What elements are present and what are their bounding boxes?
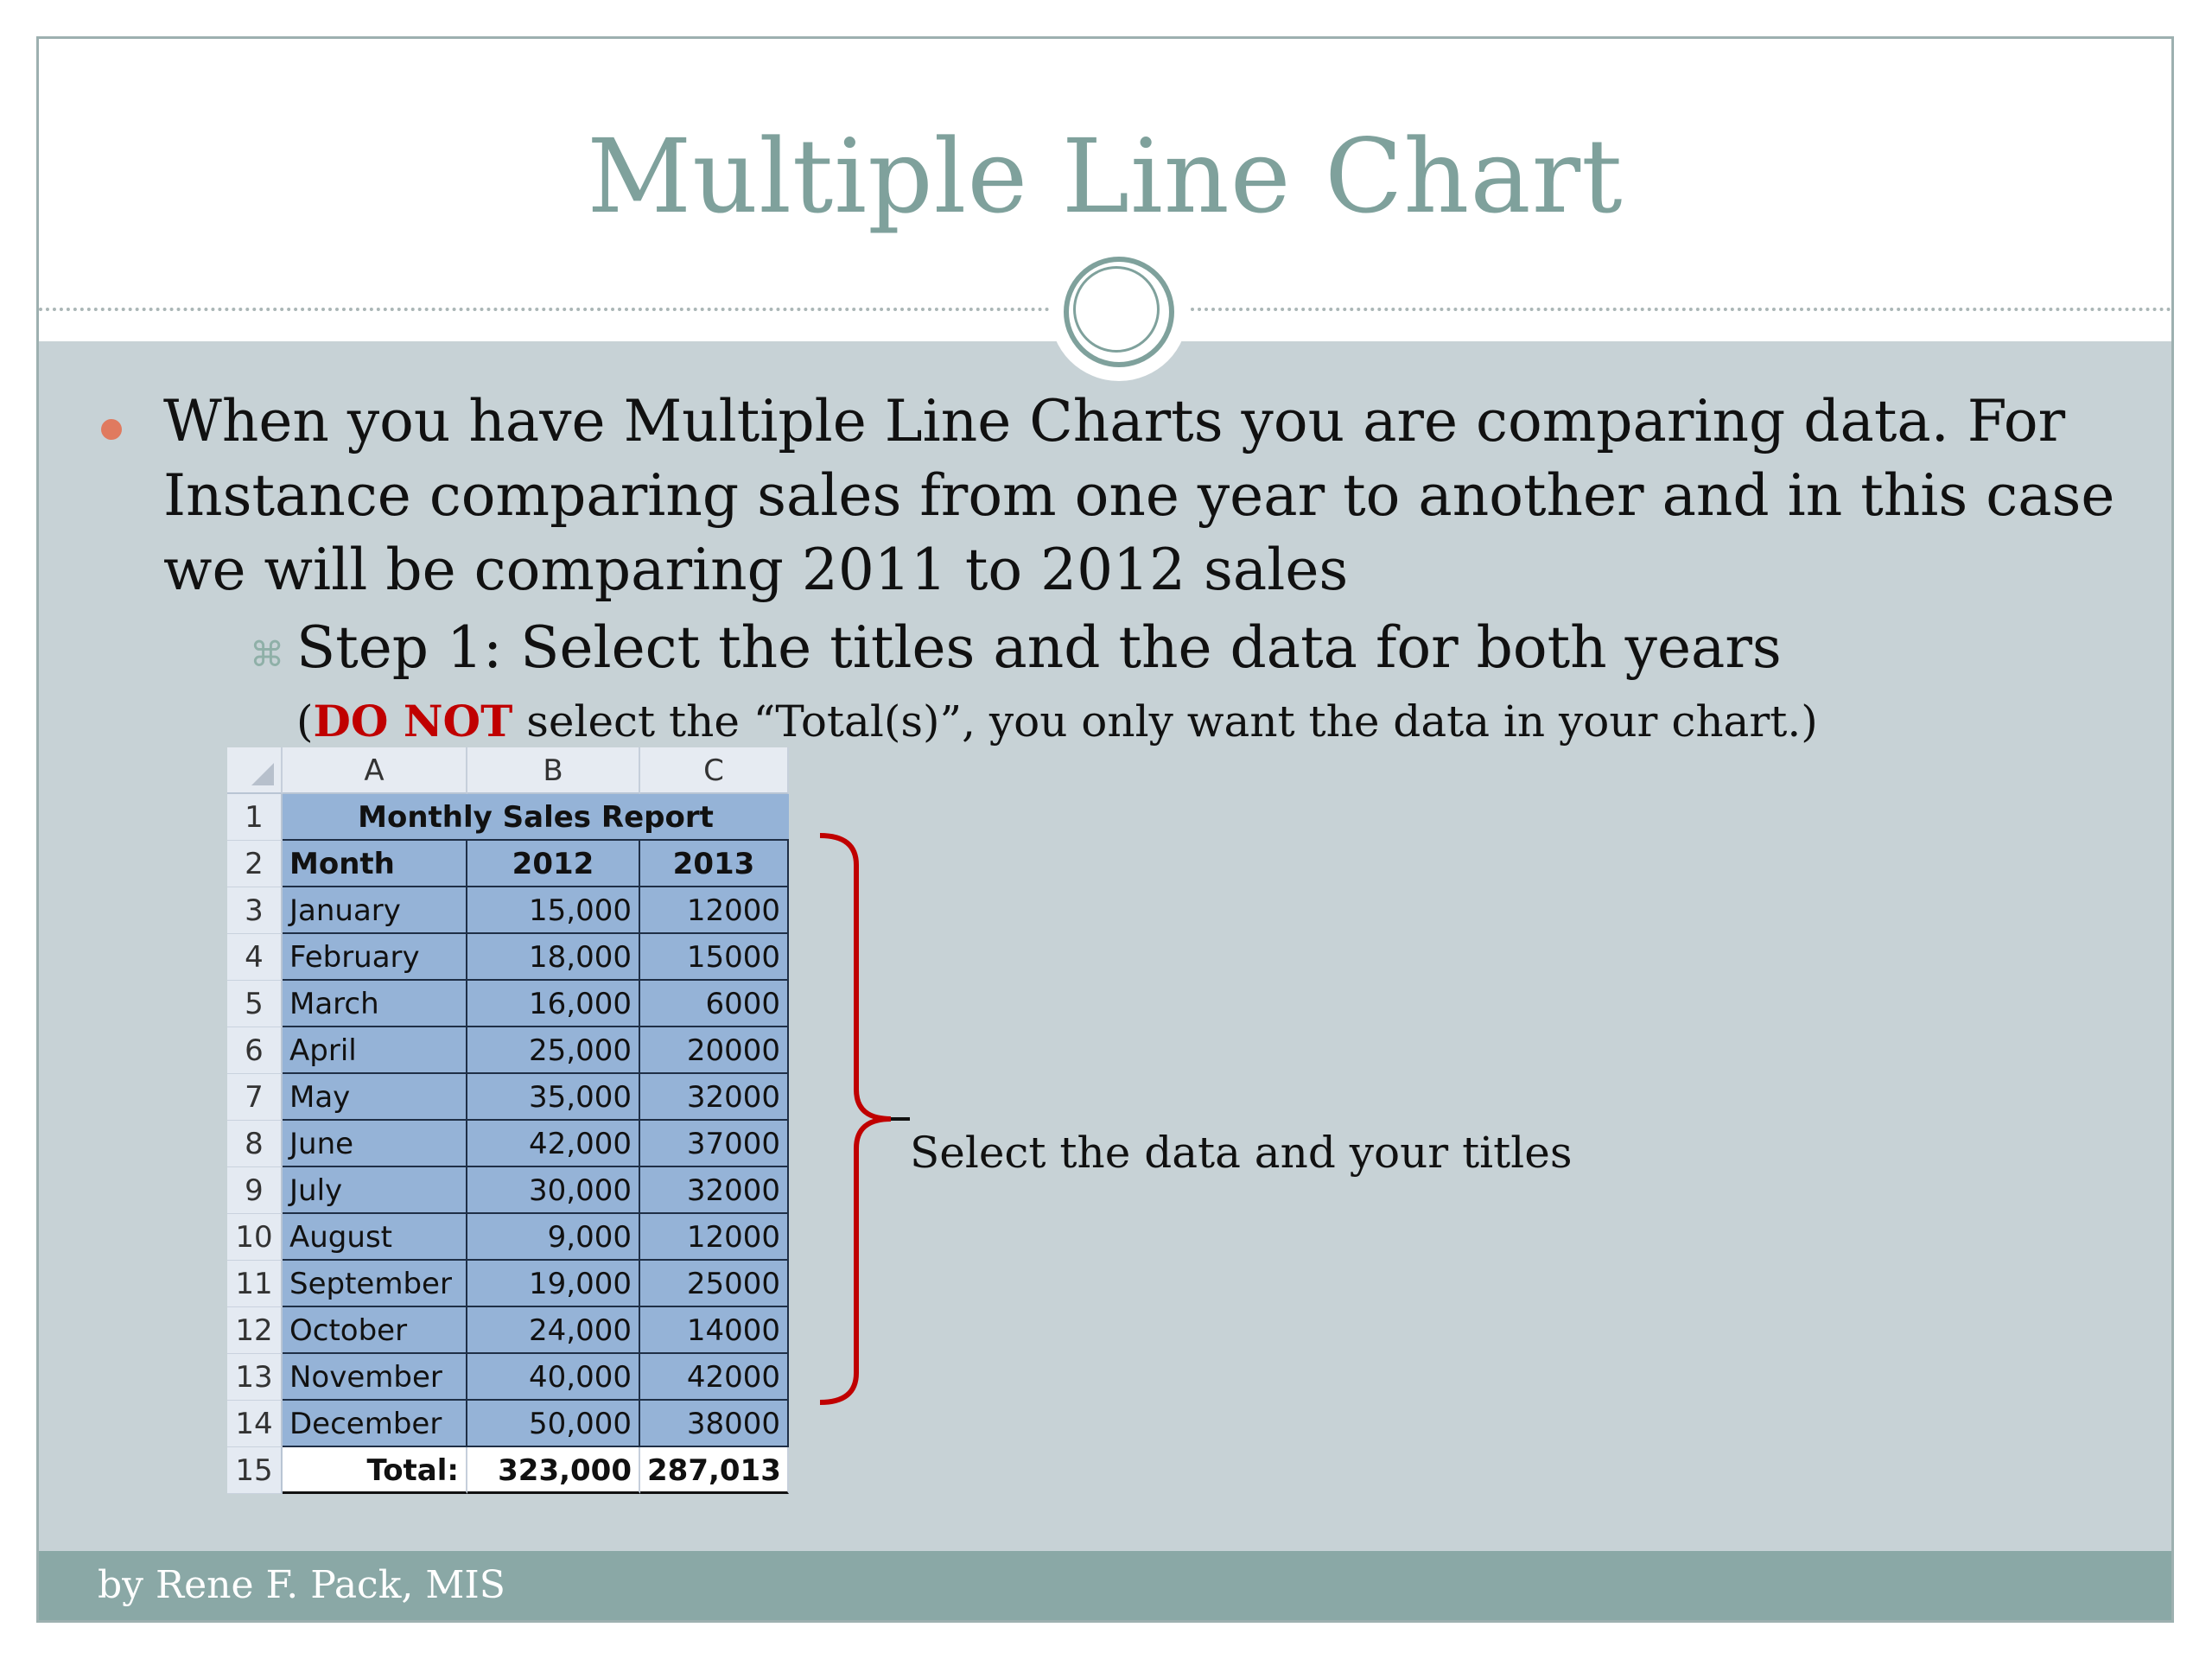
year2-value-cell[interactable]: 12000 <box>640 1214 789 1261</box>
column-header-c[interactable]: C <box>640 747 789 794</box>
table-row <box>227 1167 789 1214</box>
year1-value-cell[interactable]: 24,000 <box>467 1307 640 1354</box>
month-cell[interactable]: August <box>283 1214 467 1261</box>
row-number[interactable]: 7 <box>227 1074 283 1121</box>
year2-value-cell[interactable]: 25000 <box>640 1261 789 1307</box>
year1-value-cell[interactable]: 16,000 <box>467 981 640 1027</box>
year1-value-cell[interactable]: 42,000 <box>467 1121 640 1167</box>
table-row <box>227 1074 789 1121</box>
slide-title: Multiple Line Chart <box>587 117 1624 236</box>
bullet-text: When you have Multiple Line Charts you are comparing data. For Instance comparing sales from one year to another and in this case we will be comparing 2011 to 2012 sales <box>163 388 2115 603</box>
column-header-row <box>227 747 789 794</box>
note-warning: DO NOT <box>313 696 513 747</box>
spreadsheet <box>227 747 789 1494</box>
note-text <box>296 696 1818 747</box>
year2-value-cell[interactable]: 20000 <box>640 1027 789 1074</box>
table-row <box>227 981 789 1027</box>
year2-header-cell[interactable]: 2013 <box>640 841 789 887</box>
slide <box>36 36 2174 1623</box>
table-row <box>227 1447 789 1494</box>
row-number[interactable]: 10 <box>227 1214 283 1261</box>
row-number[interactable]: 6 <box>227 1027 283 1074</box>
divider-left <box>39 308 1050 311</box>
table-row <box>227 934 789 981</box>
year2-value-cell[interactable]: 15000 <box>640 934 789 981</box>
year2-value-cell[interactable]: 14000 <box>640 1307 789 1354</box>
year2-value-cell[interactable]: 42000 <box>640 1354 789 1401</box>
year2-value-cell[interactable]: 37000 <box>640 1121 789 1167</box>
year1-value-cell[interactable]: 35,000 <box>467 1074 640 1121</box>
year2-value-cell[interactable]: 12000 <box>640 887 789 934</box>
row-number[interactable]: 5 <box>227 981 283 1027</box>
table-row <box>227 794 789 841</box>
year1-value-cell[interactable]: 50,000 <box>467 1401 640 1447</box>
year2-value-cell[interactable]: 32000 <box>640 1074 789 1121</box>
table-row <box>227 1027 789 1074</box>
month-cell[interactable]: October <box>283 1307 467 1354</box>
year2-value-cell[interactable]: 38000 <box>640 1401 789 1447</box>
step-text: Step 1: Select the titles and the data for both years <box>296 614 1782 681</box>
month-cell[interactable]: May <box>283 1074 467 1121</box>
month-cell[interactable]: November <box>283 1354 467 1401</box>
total-label-cell[interactable]: Total: <box>283 1447 467 1494</box>
year1-value-cell[interactable]: 18,000 <box>467 934 640 981</box>
row-number[interactable]: 3 <box>227 887 283 934</box>
row-number[interactable]: 1 <box>227 794 283 841</box>
month-header-cell[interactable]: Month <box>283 841 467 887</box>
month-cell[interactable]: April <box>283 1027 467 1074</box>
bullet-dot-icon <box>101 419 122 440</box>
annotation-label: Select the data and your titles <box>910 1128 1573 1178</box>
month-cell[interactable]: February <box>283 934 467 981</box>
row-number[interactable]: 14 <box>227 1401 283 1447</box>
footer <box>39 1551 2171 1623</box>
column-header-b[interactable]: B <box>467 747 640 794</box>
note-open: ( <box>296 696 314 747</box>
month-cell[interactable]: July <box>283 1167 467 1214</box>
table-row <box>227 1401 789 1447</box>
month-cell[interactable]: December <box>283 1401 467 1447</box>
year2-value-cell[interactable]: 6000 <box>640 981 789 1027</box>
year1-value-cell[interactable]: 9,000 <box>467 1214 640 1261</box>
table-row <box>227 1354 789 1401</box>
divider-right <box>1191 308 2171 311</box>
bracket-icon <box>817 830 912 1409</box>
year1-value-cell[interactable]: 19,000 <box>467 1261 640 1307</box>
year2-value-cell[interactable]: 32000 <box>640 1167 789 1214</box>
row-number[interactable]: 4 <box>227 934 283 981</box>
sub-bullet-icon: ⌘ <box>250 635 284 675</box>
row-number[interactable]: 2 <box>227 841 283 887</box>
table-row <box>227 841 789 887</box>
column-header-a[interactable]: A <box>283 747 467 794</box>
row-number[interactable]: 11 <box>227 1261 283 1307</box>
year1-value-cell[interactable]: 15,000 <box>467 887 640 934</box>
row-number[interactable]: 9 <box>227 1167 283 1214</box>
table-row <box>227 887 789 934</box>
select-all-corner[interactable] <box>227 747 283 794</box>
year1-header-cell[interactable]: 2012 <box>467 841 640 887</box>
table-row <box>227 1307 789 1354</box>
note-rest: select the “Total(s)”, you only want the data in your chart.) <box>512 696 1818 747</box>
year1-value-cell[interactable]: 40,000 <box>467 1354 640 1401</box>
month-cell[interactable]: September <box>283 1261 467 1307</box>
month-cell[interactable]: March <box>283 981 467 1027</box>
month-cell[interactable]: January <box>283 887 467 934</box>
row-number[interactable]: 12 <box>227 1307 283 1354</box>
month-cell[interactable]: June <box>283 1121 467 1167</box>
row-number[interactable]: 15 <box>227 1447 283 1494</box>
row-number[interactable]: 8 <box>227 1121 283 1167</box>
circle-ornament-icon <box>1050 243 1188 381</box>
sheet-title-cell[interactable]: Monthly Sales Report <box>283 794 789 841</box>
total-year2-cell[interactable]: 287,013 <box>640 1447 789 1494</box>
table-row <box>227 1214 789 1261</box>
year1-value-cell[interactable]: 25,000 <box>467 1027 640 1074</box>
total-year1-cell[interactable]: 323,000 <box>467 1447 640 1494</box>
row-number[interactable]: 13 <box>227 1354 283 1401</box>
table-row <box>227 1121 789 1167</box>
year1-value-cell[interactable]: 30,000 <box>467 1167 640 1214</box>
footer-author: by Rene F. Pack, MIS <box>98 1563 505 1607</box>
table-row <box>227 1261 789 1307</box>
